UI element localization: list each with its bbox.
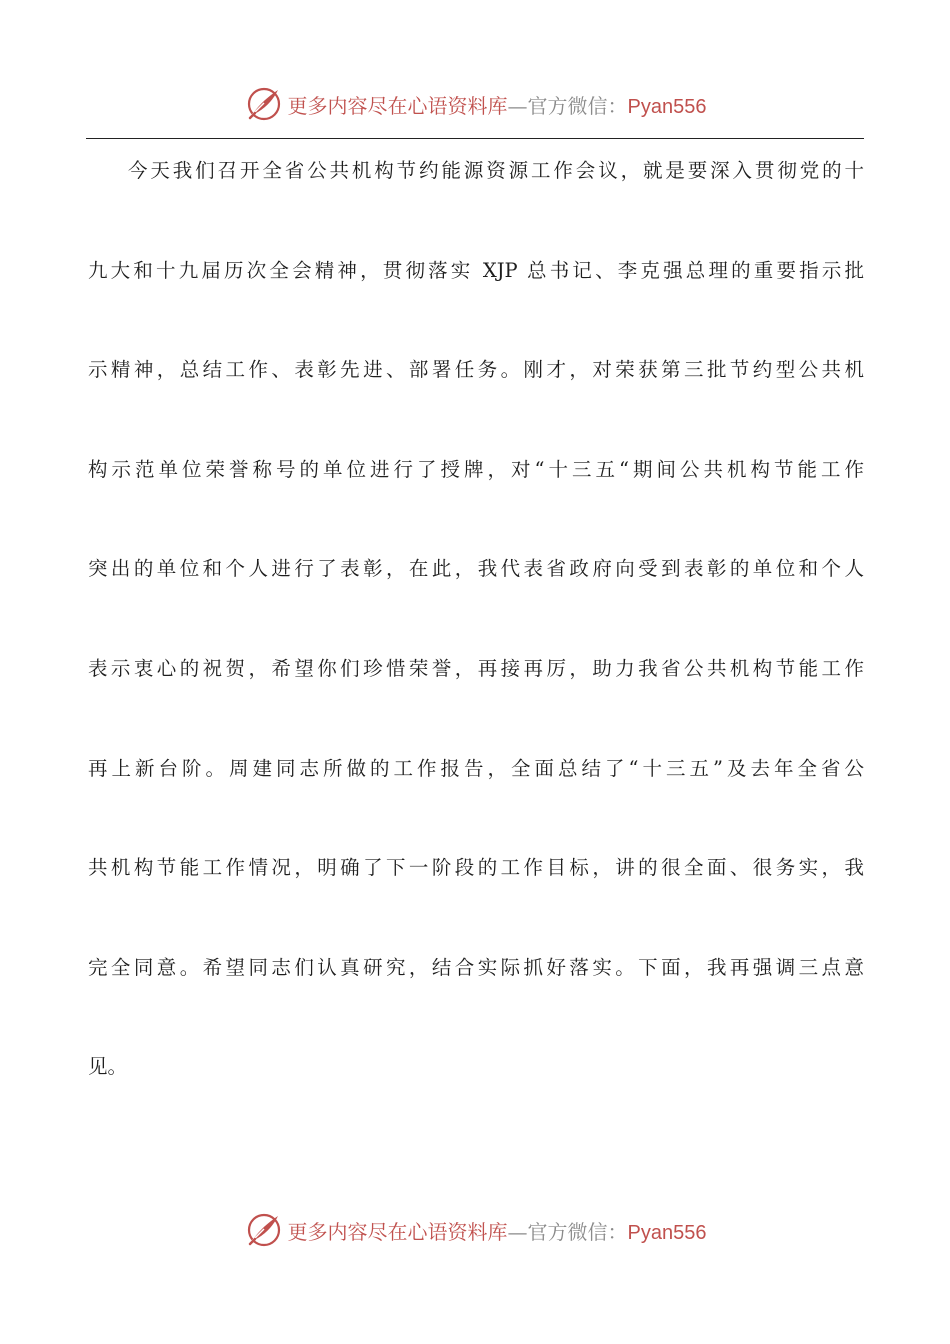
header-banner-text (288, 90, 707, 119)
footer-banner (0, 1208, 950, 1252)
paragraph-line: 表示衷心的祝贺，希望你们珍惜荣誉，再接再厉，助力我省公共机构节能工作 (88, 656, 864, 680)
header-banner (0, 82, 950, 126)
paragraph-line: 今天我们召开全省公共机构节约能源资源工作会议，就是要深入贯彻党的十 (128, 159, 864, 182)
paragraph-line: 九大和十九届历次全会精神，贯彻落实 XJP 总书记、李克强总理的重要指示批 (88, 258, 864, 282)
header-wechat-label: 官方微信： (527, 93, 628, 118)
paragraph-line: 共机构节能工作情况，明确了下一阶段的工作目标，讲的很全面、很务实，我 (88, 856, 864, 880)
footer-dash: — (507, 1219, 528, 1244)
paragraph-line: 突出的单位和个人进行了表彰，在此，我代表省政府向受到表彰的单位和个人 (88, 557, 864, 581)
footer-wechat-handle: Pyan556 (627, 1221, 707, 1244)
footer-wechat-label: 官方微信： (527, 1219, 628, 1244)
paragraph-line: 见。 (88, 1055, 128, 1079)
paragraph-line: 构示范单位荣誉称号的单位进行了授牌，对“十三五“期间公共机构节能工作 (88, 457, 864, 481)
paragraph-line: 示精神，总结工作、表彰先进、部署任务。刚才，对荣获第三批节约型公共机 (88, 358, 864, 382)
footer-brand: 更多内容尽在心语资料库 (287, 1219, 508, 1244)
quill-pen-logo-icon (244, 1210, 284, 1250)
header-wechat-handle: Pyan556 (627, 95, 707, 118)
paragraph-line: 再上新台阶。周建同志所做的工作报告，全面总结了“十三五”及去年全省公 (88, 756, 864, 780)
header-divider (86, 138, 864, 139)
footer-banner-text (288, 1216, 707, 1245)
header-brand: 更多内容尽在心语资料库 (287, 93, 508, 118)
paragraph-line: 完全同意。希望同志们认真研究，结合实际抓好落实。下面，我再强调三点意 (88, 955, 864, 979)
quill-pen-logo-icon (244, 84, 284, 124)
document-body (88, 144, 864, 1140)
header-dash: — (507, 93, 528, 118)
